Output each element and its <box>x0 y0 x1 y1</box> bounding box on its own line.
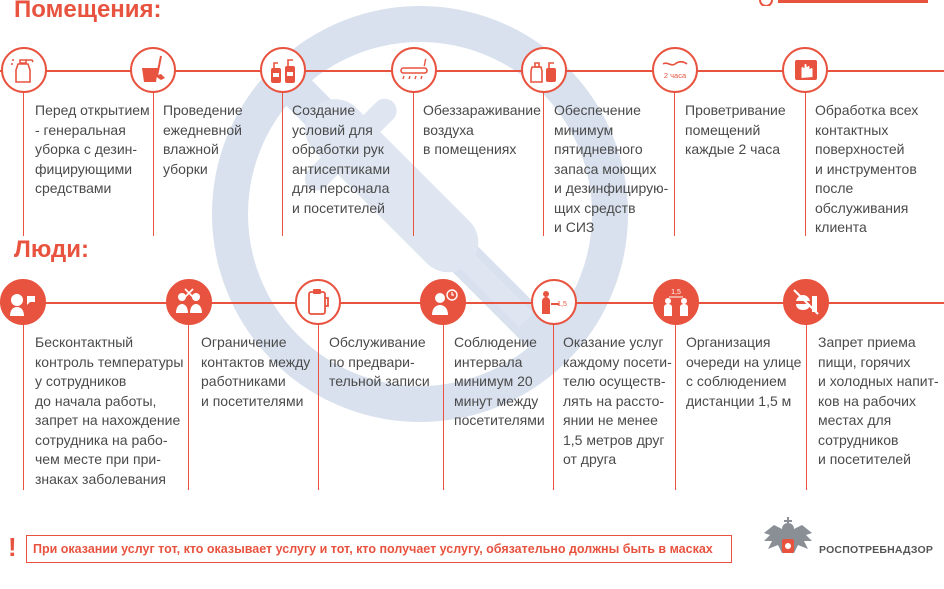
svg-text:2 часа: 2 часа <box>663 71 687 80</box>
people-divider-3 <box>318 316 319 490</box>
people-item-3-text: Обслуживание по предвари- тельной записи <box>329 334 430 389</box>
premises-divider-2 <box>153 84 154 236</box>
cleaning-supplies-icon <box>521 47 567 93</box>
people-item-6-text: Организация очереди на улице с соблюдением дистанции 1,5 м <box>686 334 802 409</box>
wipe-surface-icon <box>782 47 828 93</box>
svg-text:1,5: 1,5 <box>557 301 567 308</box>
people-divider-6 <box>675 316 676 490</box>
premises-divider-5 <box>543 84 544 236</box>
eagle-emblem-icon <box>762 517 814 573</box>
svg-text:1,5: 1,5 <box>671 289 681 296</box>
people-item-1-text: Бесконтактный контроль температуры у сотрудников до начала работы, запрет на нахождение сотрудника на рабо- чем месте при при- знаках заболевания <box>35 334 184 487</box>
premises-divider-1 <box>23 84 24 236</box>
premises-item-7-text: Обработка всех контактных поверхностей и инструментов после обслуживания клиента <box>815 102 919 235</box>
premises-divider-4 <box>413 84 414 236</box>
people-section-title: Люди: <box>14 236 89 263</box>
people-item-2-text: Ограничение контактов между работниками и посетителями <box>201 334 311 409</box>
sanitizer-bottles-icon <box>260 47 306 93</box>
premises-item-5-text: Обеспечение минимум пятидневного запаса моющих и дезинфицирую- щих средств и СИЗ <box>554 102 669 235</box>
brand-name: РОСПОТРЕБНАДЗОР <box>819 544 934 556</box>
distance-service-icon <box>531 279 577 325</box>
no-food-icon <box>783 279 829 325</box>
appointment-icon <box>295 279 341 325</box>
people-divider-4 <box>443 316 444 490</box>
queue-distance-icon <box>653 279 699 325</box>
premises-item-4-text: Обеззараживание воздуха в помещениях <box>423 102 541 157</box>
people-item-5-text: Оказание услуг каждому посети- телю осуществ- лять на рассто- янии не менее 1,5 метров друг от друга <box>563 334 672 467</box>
people-divider-2 <box>188 316 189 490</box>
people-divider-7 <box>806 316 807 490</box>
people-item-4-text: Соблюдение интервала минимум 20 минут между посетителями <box>454 334 545 428</box>
exclamation-icon: ! <box>8 532 17 562</box>
mask-notice-text: При оказании услуг тот, кто оказывает услугу и тот, кто получает услугу, обязательно должны быть в масках <box>33 542 713 556</box>
premises-divider-3 <box>282 84 283 236</box>
premises-item-3-text: Создание условий для обработки рук антисептиками для персонала и посетителей <box>292 102 391 216</box>
no-contact-icon <box>166 279 212 325</box>
premises-divider-7 <box>805 84 806 236</box>
premises-item-6-text: Проветривание помещений каждые 2 часа <box>685 102 786 157</box>
premises-section-title: Помещения: <box>14 0 162 23</box>
thermometer-scan-icon <box>0 279 46 325</box>
uv-lamp-icon <box>391 47 437 93</box>
premises-item-2-text: Проведение ежедневной влажной уборки <box>163 102 243 177</box>
bucket-mop-icon <box>130 47 176 93</box>
people-divider-5 <box>553 316 554 490</box>
spray-bottle-icon <box>1 47 47 93</box>
premises-item-1-text: Перед открытием - генеральная уборка с дезин- фицирующими средствами <box>35 102 150 196</box>
clock-person-icon <box>420 279 466 325</box>
people-item-7-text: Запрет приема пищи, горячих и холодных напит- ков на рабочих местах для сотрудников и посетителей <box>818 334 939 467</box>
ventilation-icon <box>652 47 698 93</box>
mask-notice-box <box>26 535 732 563</box>
premises-divider-6 <box>674 84 675 236</box>
top-brand-strip <box>744 0 940 6</box>
people-divider-1 <box>23 316 24 490</box>
